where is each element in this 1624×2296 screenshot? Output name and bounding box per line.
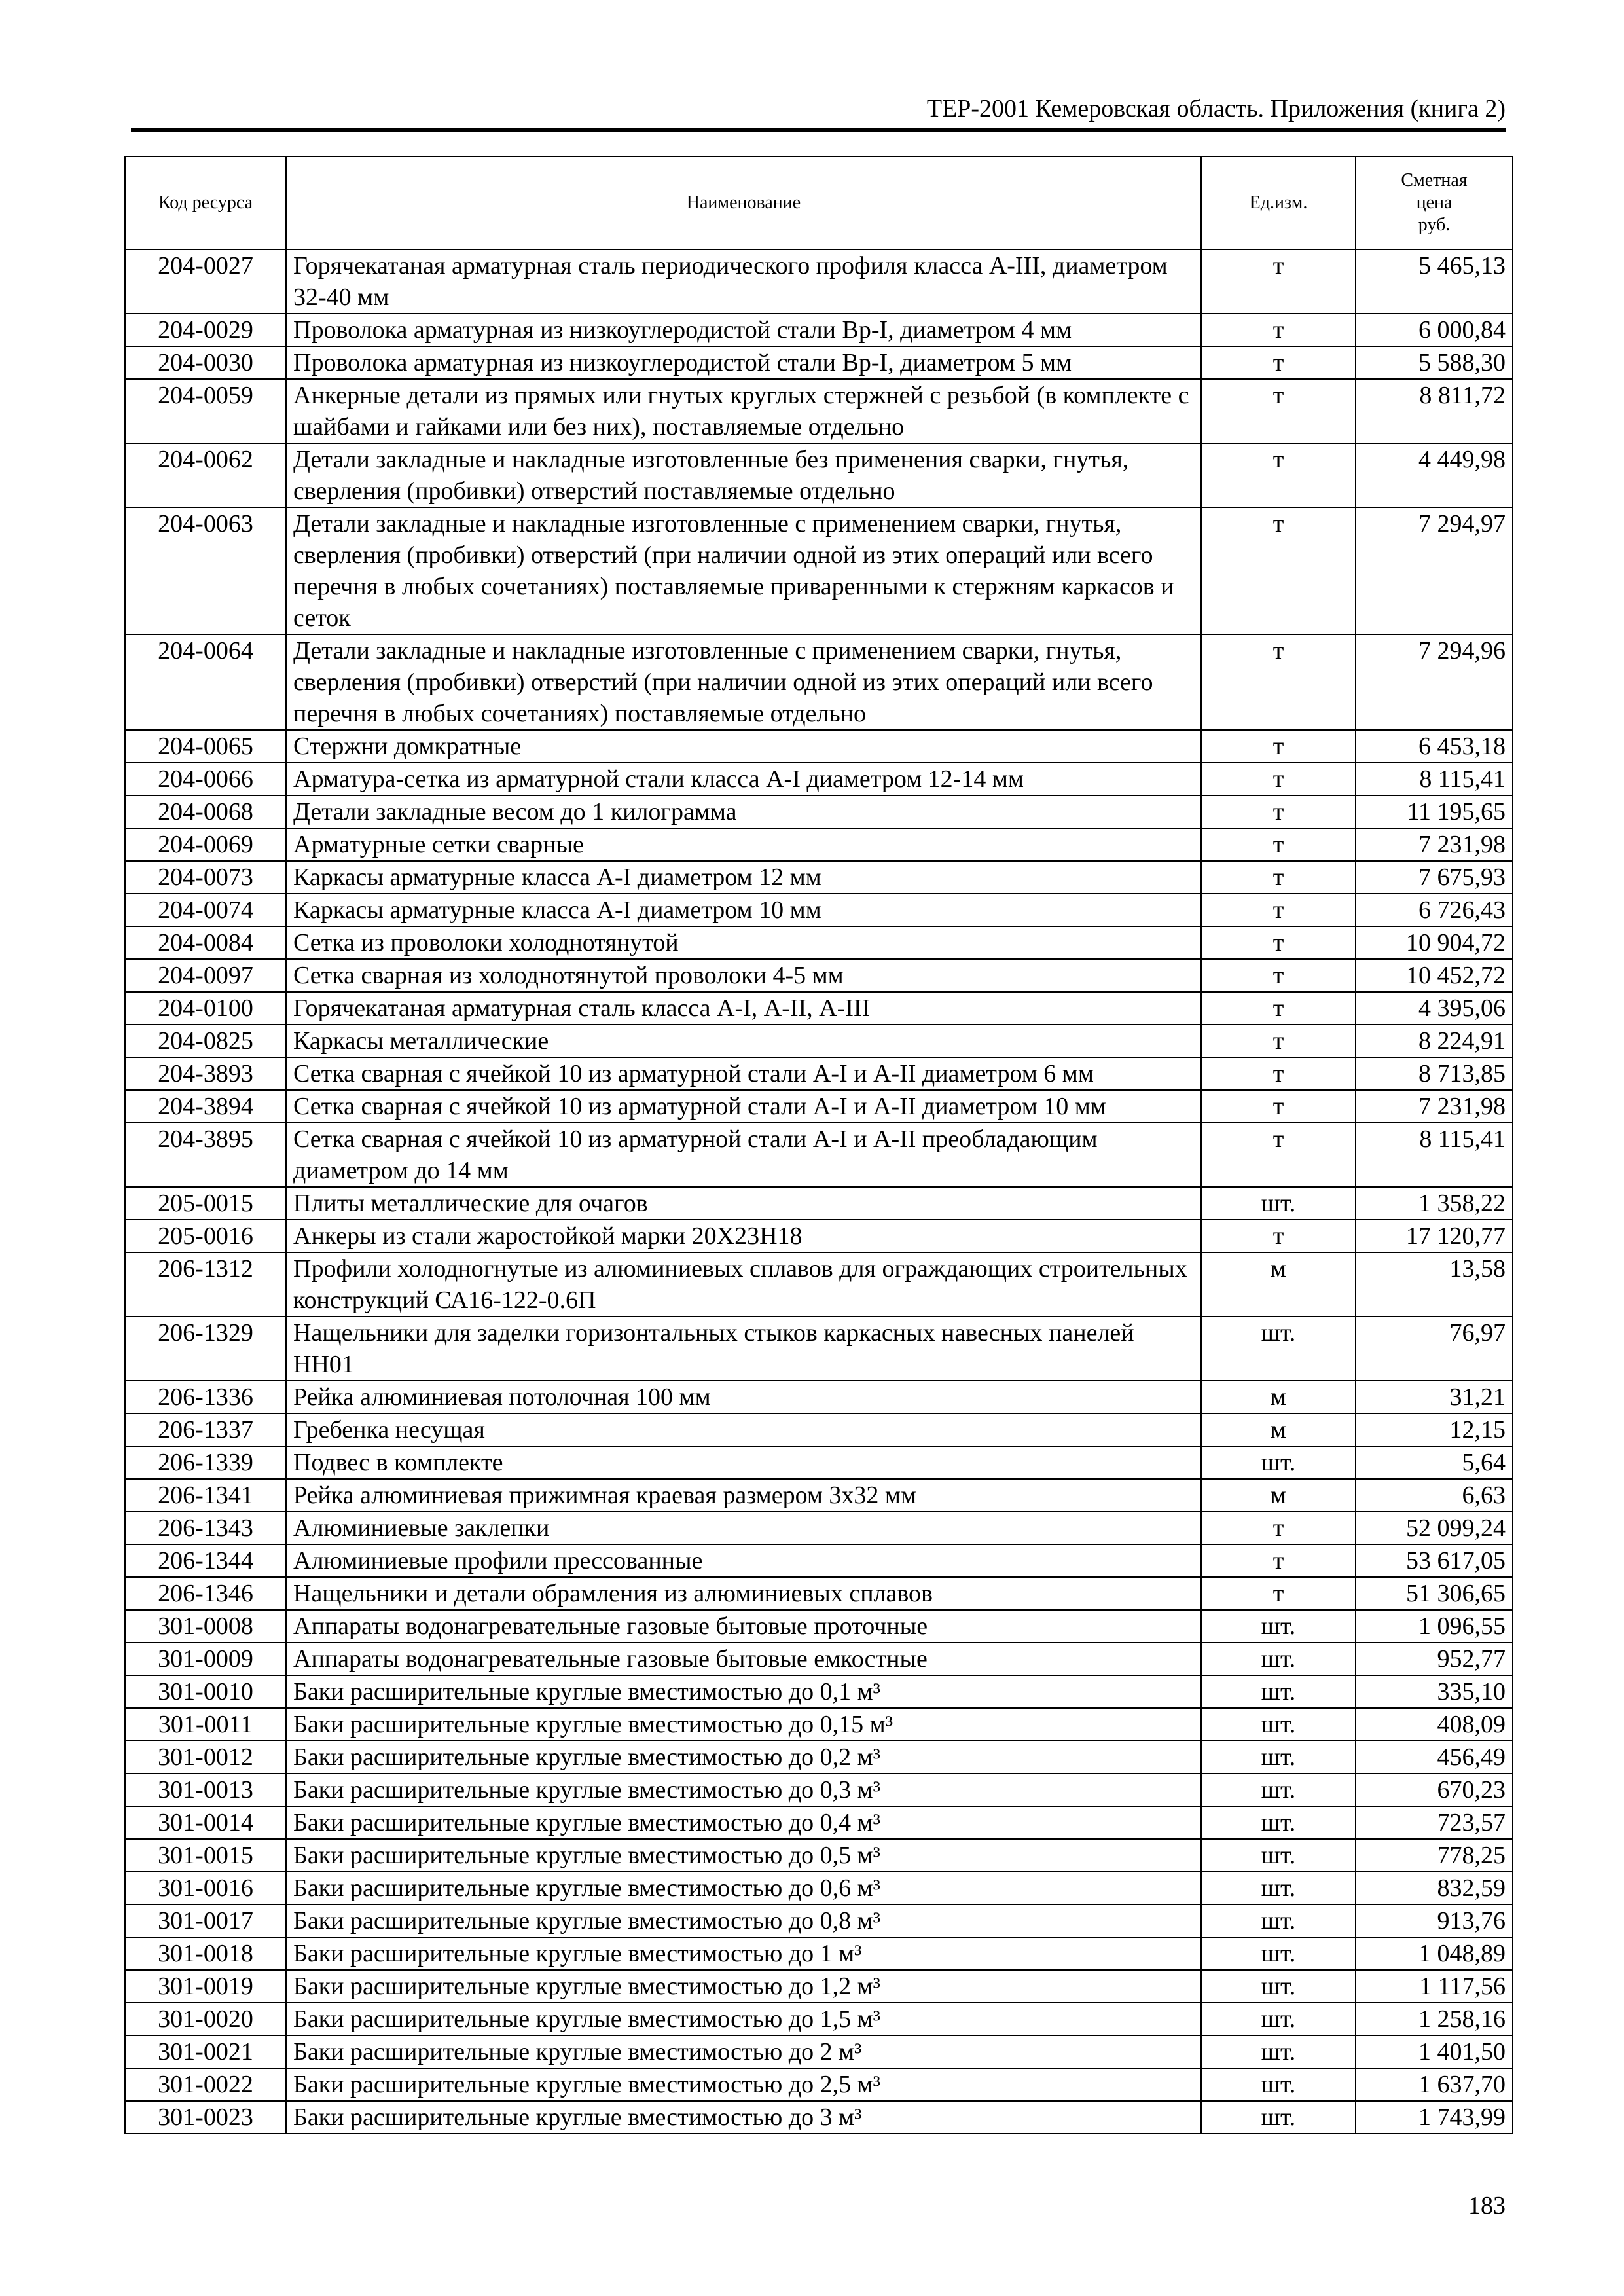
resource-name-cell: Детали закладные и накладные изготовленные с применением сварки, гнутья, сверления (пробивки) отверстий (при наличии одной из этих операций или всего перечня в любых сочетаниях) поставляемые приваренными к стержням каркасов и сеток [286, 507, 1201, 634]
resource-name-cell: Баки расширительные круглые вместимостью до 1 м³ [286, 1937, 1201, 1970]
resource-code-cell: 204-0084 [125, 926, 286, 959]
table-row [125, 1090, 1513, 1123]
resource-name-cell: Детали закладные весом до 1 килограмма [286, 795, 1201, 828]
resource-name-cell: Гребенка несущая [286, 1413, 1201, 1446]
unit-cell: шт. [1201, 1708, 1356, 1741]
unit-cell: шт. [1201, 1839, 1356, 1872]
resource-code-cell: 301-0019 [125, 1970, 286, 2003]
resource-name-cell: Баки расширительные круглые вместимостью до 1,2 м³ [286, 1970, 1201, 2003]
unit-cell: т [1201, 379, 1356, 443]
unit-cell: шт. [1201, 1610, 1356, 1643]
table-row [125, 1675, 1513, 1708]
table-row [125, 1610, 1513, 1643]
unit-cell: т [1201, 1577, 1356, 1610]
resource-name-cell: Алюминиевые заклепки [286, 1512, 1201, 1544]
price-cell: 8 811,72 [1356, 379, 1513, 443]
resource-code-cell: 301-0011 [125, 1708, 286, 1741]
price-cell: 1 358,22 [1356, 1187, 1513, 1220]
price-cell: 1 401,50 [1356, 2035, 1513, 2068]
resource-name-cell: Сетка сварная с ячейкой 10 из арматурной стали А-I и А-II диаметром 10 мм [286, 1090, 1201, 1123]
unit-cell: шт. [1201, 2101, 1356, 2134]
price-cell: 1 096,55 [1356, 1610, 1513, 1643]
resource-table [124, 156, 1513, 2134]
resource-code-cell: 301-0012 [125, 1741, 286, 1774]
column-header-code: Код ресурса [125, 156, 286, 249]
resource-name-cell: Сетка из проволоки холоднотянутой [286, 926, 1201, 959]
table-row [125, 2003, 1513, 2035]
price-cell: 76,97 [1356, 1317, 1513, 1381]
resource-code-cell: 204-0073 [125, 861, 286, 894]
resource-code-cell: 204-0825 [125, 1025, 286, 1057]
resource-name-cell: Баки расширительные круглые вместимостью до 0,15 м³ [286, 1708, 1201, 1741]
resource-code-cell: 204-0074 [125, 894, 286, 926]
resource-name-cell: Баки расширительные круглые вместимостью до 3 м³ [286, 2101, 1201, 2134]
price-cell: 12,15 [1356, 1413, 1513, 1446]
unit-cell: т [1201, 1123, 1356, 1187]
price-cell: 53 617,05 [1356, 1544, 1513, 1577]
resource-name-cell: Детали закладные и накладные изготовленные с применением сварки, гнутья, сверления (пробивки) отверстий (при наличии одной из этих операций или всего перечня в любых сочетаниях) поставляемые отдельно [286, 634, 1201, 730]
unit-cell: м [1201, 1479, 1356, 1512]
resource-code-cell: 206-1344 [125, 1544, 286, 1577]
table-row [125, 379, 1513, 443]
unit-cell: т [1201, 894, 1356, 926]
table-row [125, 2068, 1513, 2101]
table-row [125, 1479, 1513, 1512]
unit-cell: т [1201, 959, 1356, 992]
resource-code-cell: 204-0097 [125, 959, 286, 992]
resource-code-cell: 204-0029 [125, 314, 286, 346]
running-header: ТЕР-2001 Кемеровская область. Приложения (книга 2) [926, 95, 1506, 122]
unit-cell: т [1201, 249, 1356, 314]
resource-code-cell: 301-0010 [125, 1675, 286, 1708]
table-row [125, 1741, 1513, 1774]
resource-name-cell: Рейка алюминиевая потолочная 100 мм [286, 1381, 1201, 1413]
price-cell: 6,63 [1356, 1479, 1513, 1512]
table-row [125, 346, 1513, 379]
table-row [125, 926, 1513, 959]
price-cell: 17 120,77 [1356, 1220, 1513, 1252]
unit-cell: т [1201, 861, 1356, 894]
resource-code-cell: 301-0013 [125, 1774, 286, 1806]
resource-name-cell: Детали закладные и накладные изготовленные без применения сварки, гнутья, сверления (пробивки) отверстий поставляемые отдельно [286, 443, 1201, 507]
resource-name-cell: Баки расширительные круглые вместимостью до 2 м³ [286, 2035, 1201, 2068]
unit-cell: шт. [1201, 1317, 1356, 1381]
table-body [125, 249, 1513, 2134]
price-cell: 456,49 [1356, 1741, 1513, 1774]
unit-cell: шт. [1201, 1904, 1356, 1937]
price-cell: 408,09 [1356, 1708, 1513, 1741]
unit-cell: т [1201, 443, 1356, 507]
resource-name-cell: Каркасы металлические [286, 1025, 1201, 1057]
resource-code-cell: 204-0065 [125, 730, 286, 763]
header-rule [131, 128, 1506, 132]
price-cell: 7 231,98 [1356, 828, 1513, 861]
resource-code-cell: 204-0068 [125, 795, 286, 828]
unit-cell: шт. [1201, 1937, 1356, 1970]
resource-code-cell: 204-0059 [125, 379, 286, 443]
price-cell: 8 115,41 [1356, 1123, 1513, 1187]
unit-cell: т [1201, 1512, 1356, 1544]
unit-cell: т [1201, 992, 1356, 1025]
table-row [125, 1577, 1513, 1610]
table-row [125, 763, 1513, 795]
resource-name-cell: Проволока арматурная из низкоуглеродистой стали Вр-I, диаметром 5 мм [286, 346, 1201, 379]
table-row [125, 1774, 1513, 1806]
table-row [125, 959, 1513, 992]
resource-code-cell: 205-0015 [125, 1187, 286, 1220]
price-cell: 5,64 [1356, 1446, 1513, 1479]
resource-code-cell: 204-0063 [125, 507, 286, 634]
price-cell: 8 713,85 [1356, 1057, 1513, 1090]
resource-code-cell: 204-0062 [125, 443, 286, 507]
price-header-line: Сметная [1401, 170, 1468, 191]
unit-cell: шт. [1201, 1741, 1356, 1774]
unit-cell: шт. [1201, 1806, 1356, 1839]
resource-code-cell: 206-1346 [125, 1577, 286, 1610]
price-cell: 1 258,16 [1356, 2003, 1513, 2035]
price-cell: 1 117,56 [1356, 1970, 1513, 2003]
resource-name-cell: Рейка алюминиевая прижимная краевая размером 3х32 мм [286, 1479, 1201, 1512]
resource-code-cell: 204-0064 [125, 634, 286, 730]
resource-code-cell: 204-3894 [125, 1090, 286, 1123]
resource-name-cell: Анкеры из стали жаростойкой марки 20Х23Н18 [286, 1220, 1201, 1252]
table-row [125, 828, 1513, 861]
resource-code-cell: 206-1337 [125, 1413, 286, 1446]
table-row [125, 894, 1513, 926]
table-row [125, 1643, 1513, 1675]
resource-name-cell: Баки расширительные круглые вместимостью до 0,5 м³ [286, 1839, 1201, 1872]
unit-cell: шт. [1201, 1970, 1356, 2003]
unit-cell: т [1201, 1057, 1356, 1090]
price-cell: 5 588,30 [1356, 346, 1513, 379]
table-row [125, 249, 1513, 314]
resource-code-cell: 206-1336 [125, 1381, 286, 1413]
price-cell: 6 453,18 [1356, 730, 1513, 763]
table-row [125, 1544, 1513, 1577]
resource-name-cell: Проволока арматурная из низкоуглеродистой стали Вр-I, диаметром 4 мм [286, 314, 1201, 346]
resource-code-cell: 204-0027 [125, 249, 286, 314]
resource-code-cell: 301-0023 [125, 2101, 286, 2134]
resource-name-cell: Арматура-сетка из арматурной стали класса А-I диаметром 12-14 мм [286, 763, 1201, 795]
price-cell: 8 224,91 [1356, 1025, 1513, 1057]
resource-name-cell: Баки расширительные круглые вместимостью до 0,8 м³ [286, 1904, 1201, 1937]
unit-cell: т [1201, 795, 1356, 828]
unit-cell: м [1201, 1413, 1356, 1446]
unit-cell: шт. [1201, 1872, 1356, 1904]
resource-code-cell: 206-1329 [125, 1317, 286, 1381]
unit-cell: т [1201, 763, 1356, 795]
resource-name-cell: Подвес в комплекте [286, 1446, 1201, 1479]
unit-cell: шт. [1201, 2035, 1356, 2068]
table-row [125, 1317, 1513, 1381]
table-row [125, 1220, 1513, 1252]
table-row [125, 1187, 1513, 1220]
table-row [125, 634, 1513, 730]
price-cell: 778,25 [1356, 1839, 1513, 1872]
table-row [125, 861, 1513, 894]
price-cell: 52 099,24 [1356, 1512, 1513, 1544]
resource-code-cell: 204-3895 [125, 1123, 286, 1187]
unit-cell: м [1201, 1381, 1356, 1413]
resource-code-cell: 204-0069 [125, 828, 286, 861]
resource-code-cell: 301-0009 [125, 1643, 286, 1675]
column-header-unit: Ед.изм. [1201, 156, 1356, 249]
resource-code-cell: 204-0100 [125, 992, 286, 1025]
resource-name-cell: Баки расширительные круглые вместимостью до 0,1 м³ [286, 1675, 1201, 1708]
resource-name-cell: Аппараты водонагревательные газовые бытовые емкостные [286, 1643, 1201, 1675]
table-row [125, 1025, 1513, 1057]
table-row [125, 1937, 1513, 1970]
resource-code-cell: 204-0066 [125, 763, 286, 795]
resource-name-cell: Сетка сварная из холоднотянутой проволоки 4-5 мм [286, 959, 1201, 992]
resource-name-cell: Сетка сварная с ячейкой 10 из арматурной стали А-I и А-II преобладающим диаметром до 14 мм [286, 1123, 1201, 1187]
resource-name-cell: Плиты металлические для очагов [286, 1187, 1201, 1220]
price-cell: 952,77 [1356, 1643, 1513, 1675]
unit-cell: т [1201, 828, 1356, 861]
price-cell: 4 449,98 [1356, 443, 1513, 507]
table-row [125, 1252, 1513, 1317]
price-cell: 335,10 [1356, 1675, 1513, 1708]
table-row [125, 1839, 1513, 1872]
price-cell: 51 306,65 [1356, 1577, 1513, 1610]
unit-cell: шт. [1201, 1446, 1356, 1479]
price-header-line: руб. [1418, 215, 1451, 235]
table-row [125, 1381, 1513, 1413]
resource-name-cell: Баки расширительные круглые вместимостью до 0,2 м³ [286, 1741, 1201, 1774]
resource-name-cell: Нащельники и детали обрамления из алюминиевых сплавов [286, 1577, 1201, 1610]
unit-cell: шт. [1201, 1643, 1356, 1675]
price-cell: 6 726,43 [1356, 894, 1513, 926]
resource-name-cell: Арматурные сетки сварные [286, 828, 1201, 861]
resource-name-cell: Алюминиевые профили прессованные [286, 1544, 1201, 1577]
page-number: 183 [1468, 2192, 1506, 2219]
price-header-line: цена [1416, 192, 1453, 213]
resource-code-cell: 204-3893 [125, 1057, 286, 1090]
price-cell: 10 904,72 [1356, 926, 1513, 959]
price-cell: 7 294,96 [1356, 634, 1513, 730]
resource-name-cell: Баки расширительные круглые вместимостью до 1,5 м³ [286, 2003, 1201, 2035]
table-row [125, 1446, 1513, 1479]
price-cell: 5 465,13 [1356, 249, 1513, 314]
unit-cell: м [1201, 1252, 1356, 1317]
table-row [125, 2035, 1513, 2068]
resource-code-cell: 301-0021 [125, 2035, 286, 2068]
table-row [125, 992, 1513, 1025]
unit-cell: т [1201, 1090, 1356, 1123]
resource-code-cell: 301-0017 [125, 1904, 286, 1937]
price-cell: 4 395,06 [1356, 992, 1513, 1025]
resource-name-cell: Баки расширительные круглые вместимостью до 0,3 м³ [286, 1774, 1201, 1806]
table-row [125, 1806, 1513, 1839]
unit-cell: т [1201, 1544, 1356, 1577]
resource-name-cell: Горячекатаная арматурная сталь класса А-I, А-II, А-III [286, 992, 1201, 1025]
resource-code-cell: 301-0008 [125, 1610, 286, 1643]
price-cell: 7 294,97 [1356, 507, 1513, 634]
unit-cell: шт. [1201, 2003, 1356, 2035]
table-row [125, 314, 1513, 346]
table-row [125, 1904, 1513, 1937]
unit-cell: т [1201, 346, 1356, 379]
unit-cell: т [1201, 1220, 1356, 1252]
resource-name-cell: Анкерные детали из прямых или гнутых круглых стержней с резьбой (в комплекте с шайбами и гайками или без них), поставляемые отдельно [286, 379, 1201, 443]
price-cell: 723,57 [1356, 1806, 1513, 1839]
unit-cell: шт. [1201, 1675, 1356, 1708]
resource-name-cell: Баки расширительные круглые вместимостью до 0,6 м³ [286, 1872, 1201, 1904]
resource-code-cell: 301-0014 [125, 1806, 286, 1839]
price-cell: 11 195,65 [1356, 795, 1513, 828]
table-row [125, 1123, 1513, 1187]
price-cell: 13,58 [1356, 1252, 1513, 1317]
resource-name-cell: Нащельники для заделки горизонтальных стыков каркасных навесных панелей НН01 [286, 1317, 1201, 1381]
resource-code-cell: 205-0016 [125, 1220, 286, 1252]
resource-name-cell: Профили холодногнутые из алюминиевых сплавов для ограждающих строительных конструкций СА16-122-0.6П [286, 1252, 1201, 1317]
price-cell: 7 231,98 [1356, 1090, 1513, 1123]
table-row [125, 1413, 1513, 1446]
table-row [125, 1057, 1513, 1090]
resource-name-cell: Аппараты водонагревательные газовые бытовые проточные [286, 1610, 1201, 1643]
unit-cell: т [1201, 926, 1356, 959]
resource-name-cell: Стержни домкратные [286, 730, 1201, 763]
price-cell: 7 675,93 [1356, 861, 1513, 894]
resource-code-cell: 204-0030 [125, 346, 286, 379]
unit-cell: т [1201, 730, 1356, 763]
price-cell: 1 048,89 [1356, 1937, 1513, 1970]
column-header-name: Наименование [286, 156, 1201, 249]
resource-name-cell: Сетка сварная с ячейкой 10 из арматурной стали А-I и А-II диаметром 6 мм [286, 1057, 1201, 1090]
price-cell: 10 452,72 [1356, 959, 1513, 992]
resource-code-cell: 301-0015 [125, 1839, 286, 1872]
table-row [125, 1970, 1513, 2003]
table-row [125, 795, 1513, 828]
unit-cell: шт. [1201, 2068, 1356, 2101]
table-row [125, 2101, 1513, 2134]
unit-cell: шт. [1201, 1187, 1356, 1220]
table-row [125, 507, 1513, 634]
price-cell: 31,21 [1356, 1381, 1513, 1413]
resource-name-cell: Каркасы арматурные класса А-I диаметром 10 мм [286, 894, 1201, 926]
table-header-row [125, 156, 1513, 249]
resource-code-cell: 301-0016 [125, 1872, 286, 1904]
unit-cell: т [1201, 1025, 1356, 1057]
price-cell: 1 743,99 [1356, 2101, 1513, 2134]
resource-name-cell: Баки расширительные круглые вместимостью до 2,5 м³ [286, 2068, 1201, 2101]
resource-name-cell: Каркасы арматурные класса А-I диаметром 12 мм [286, 861, 1201, 894]
resource-code-cell: 206-1312 [125, 1252, 286, 1317]
resource-code-cell: 301-0022 [125, 2068, 286, 2101]
price-cell: 913,76 [1356, 1904, 1513, 1937]
resource-code-cell: 301-0020 [125, 2003, 286, 2035]
table-row [125, 1512, 1513, 1544]
resource-code-cell: 301-0018 [125, 1937, 286, 1970]
price-cell: 832,59 [1356, 1872, 1513, 1904]
table-row [125, 1872, 1513, 1904]
resource-code-cell: 206-1339 [125, 1446, 286, 1479]
table-row [125, 1708, 1513, 1741]
unit-cell: т [1201, 314, 1356, 346]
column-header-price [1356, 156, 1513, 249]
resource-name-cell: Горячекатаная арматурная сталь периодического профиля класса А-III, диаметром 32-40 мм [286, 249, 1201, 314]
unit-cell: шт. [1201, 1774, 1356, 1806]
unit-cell: т [1201, 634, 1356, 730]
price-cell: 670,23 [1356, 1774, 1513, 1806]
resource-name-cell: Баки расширительные круглые вместимостью до 0,4 м³ [286, 1806, 1201, 1839]
price-cell: 6 000,84 [1356, 314, 1513, 346]
resource-code-cell: 206-1343 [125, 1512, 286, 1544]
resource-code-cell: 206-1341 [125, 1479, 286, 1512]
price-cell: 1 637,70 [1356, 2068, 1513, 2101]
unit-cell: т [1201, 507, 1356, 634]
table-row [125, 443, 1513, 507]
price-cell: 8 115,41 [1356, 763, 1513, 795]
table-row [125, 730, 1513, 763]
